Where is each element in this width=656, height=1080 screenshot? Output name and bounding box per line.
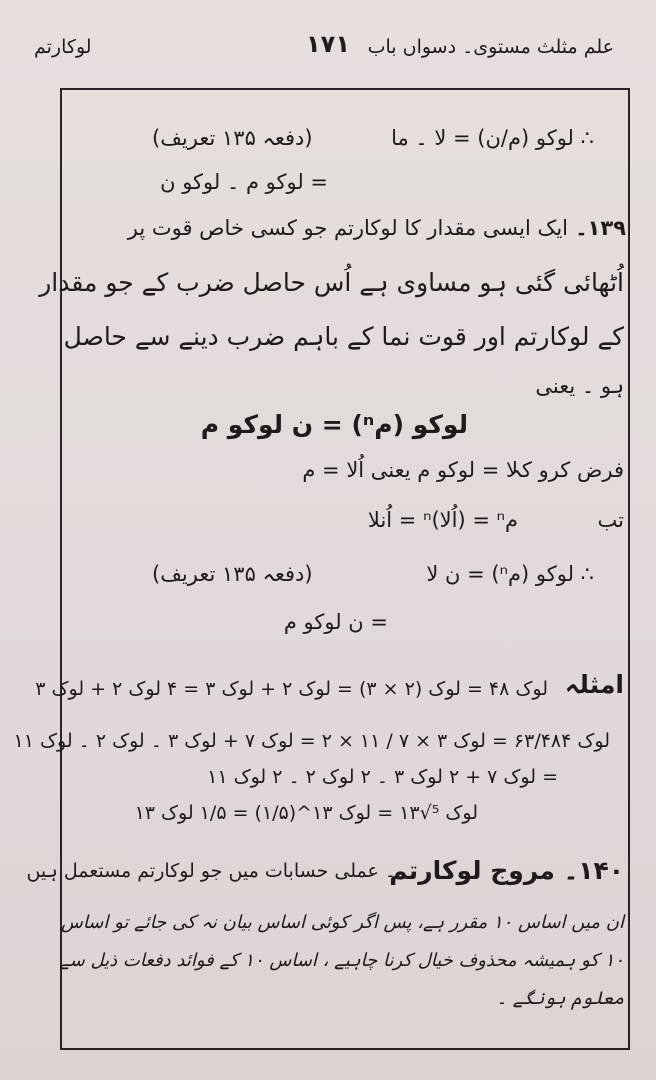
example-4: لوک ⁵√۱۳ = لوک ۱۳^(۱/۵) = ۱/۵ لوک ۱۳ [134, 802, 478, 824]
equation-3: لوکو (مⁿ) = ن لوکو م [200, 410, 468, 439]
example-3: = لوک ۷ + ۲ لوک ۳ ۔ ۲ لوک ۲ ۔ ۲ لوک ۱۱ [207, 766, 558, 788]
paragraph-139-line-3: کے لوکارتم اور قوت نما کے باہم ضرب دینے سے حاصل [63, 322, 624, 351]
example-2: لوک ۶۳/۴۸۴ = لوک ۳ × ۷ / ۱۱ × ۲ = لوک ۷ + لوک ۳ ۔ لوک ۲ ۔ لوک ۱۱ [13, 730, 610, 752]
paragraph-139-line-4: ہو ۔ یعنی [535, 374, 624, 398]
paragraph-139-line-2: اُٹھائی گئی ہو مساوی ہے اُس حاصل ضرب کے جو مقدار [39, 268, 624, 297]
equation-1-reference: (دفعہ ۱۳۵ تعریف) [152, 126, 313, 150]
equation-1: ∴ لوکو (م/ن) = لا ۔ ما [391, 126, 594, 150]
equation-4-reference: (دفعہ ۱۳۵ تعریف) [152, 562, 313, 586]
handwritten-line-3: معلوم ہونگے ۔ [496, 988, 624, 1009]
chapter-heading: علم مثلث مستوی۔ دسواں باب [367, 36, 614, 58]
section-heading: لوکارتم [34, 36, 92, 58]
equation-5: = ن لوکو م [283, 610, 388, 634]
handwritten-line-1: ان میں اساس ۱۰ مقرر ہے، پس اگر کوئی اساس بیان نہ کی جائے تو اساس [60, 912, 624, 933]
paragraph-140-heading: ۱۴۰۔ مروج لوکارتم [389, 856, 624, 885]
content-frame [13, 88, 630, 1050]
handwritten-line-2: ۱۰ کو ہمیشہ محذوف خیال کرنا چاہیے ، اساس ۱۰ کے فوائد دفعات ذیل سے [59, 950, 624, 971]
example-1: لوک ۴۸ = لوک (۲ × ۳) = لوک ۲ + لوک ۳ = ۴ لوک ۲ + لوک ۳ [35, 678, 548, 700]
page-number: ۱۷۱ [306, 30, 350, 58]
equation-2: = لوکو م ۔ لوکو ن [160, 170, 328, 194]
paragraph-140-text: ۔ عملی حسابات میں جو لوکارتم مستعمل ہیں [26, 860, 396, 882]
equation-4: ∴ لوکو (مⁿ) = ن لا [426, 562, 594, 586]
examples-label: امثلہ [564, 670, 624, 699]
then-equation: مⁿ = (اُلا)ⁿ = اُنلا [367, 508, 518, 532]
then-label: تب [597, 508, 624, 532]
let-equation: لا = لوکو م یعنی اُلا = م [302, 458, 518, 482]
let-label: فرض کرو کہ [509, 458, 624, 482]
paragraph-139-number: ۱۳۹۔ [575, 216, 626, 240]
paragraph-139-line-1: ایک ایسی مقدار کا لوکارتم جو کسی خاص قوت پر [127, 216, 568, 240]
